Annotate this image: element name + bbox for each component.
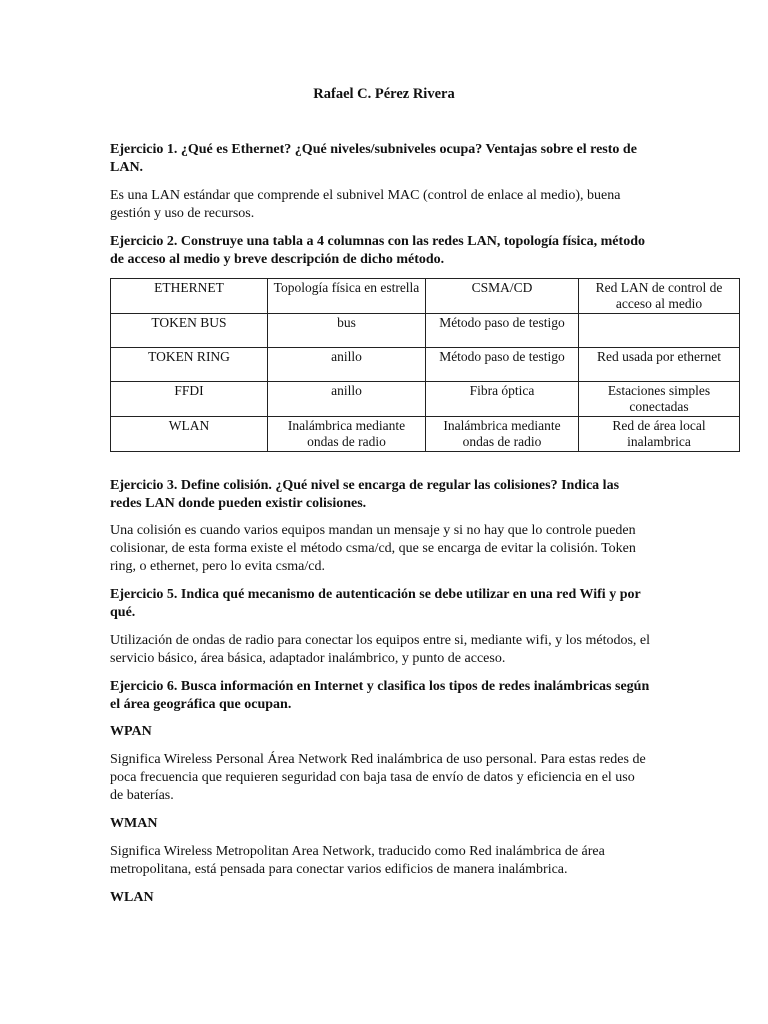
wpan-heading: WPAN [110,724,152,739]
table-cell: bus [268,314,426,348]
exercise-3-answer: Una colisión es cuando varios equipos mandan un mensaje y si no hay que lo controle pueden colisionar, de esta forma existe el método csma/cd, que se encarga de evitar la colisión. Token ring, o ethernet, pero lo evita csma/cd. [110,523,636,574]
table-cell: CSMA/CD [426,279,579,314]
author-name: Rafael C. Pérez Rivera [313,86,455,102]
table-row [111,382,740,417]
table-cell: Red de área local inalambrica [579,417,740,452]
table-cell: Fibra óptica [426,382,579,417]
table-cell: FFDI [111,382,268,417]
lan-networks-table [110,278,740,452]
table-row [111,348,740,382]
exercise-1-answer: Es una LAN estándar que comprende el subnivel MAC (control de enlace al medio), buena gestión y uso de recursos. [110,188,621,221]
table-cell: anillo [268,348,426,382]
table-cell: TOKEN RING [111,348,268,382]
table-cell: TOKEN BUS [111,314,268,348]
table-row [111,314,740,348]
table-cell: Método paso de testigo [426,348,579,382]
wlan-heading: WLAN [110,890,154,905]
table-cell: Estaciones simples conectadas [579,382,740,417]
table-cell: Topología física en estrella [268,279,426,314]
exercise-6-heading: Ejercicio 6. Busca información en Internet y clasifica los tipos de redes inalámbricas según el área geográfica que ocupan. [110,679,650,712]
table-row [111,279,740,314]
table-cell: Red LAN de control de acceso al medio [579,279,740,314]
table-cell: ETHERNET [111,279,268,314]
wman-description: Significa Wireless Metropolitan Area Network, traducido como Red inalámbrica de área metropolitana, está pensada para conectar varios edificios de manera inalámbrica. [110,844,605,877]
exercise-3-heading: Ejercicio 3. Define colisión. ¿Qué nivel se encarga de regular las colisiones? Indica las redes LAN donde pueden existir colisiones. [110,478,620,511]
table-cell: Método paso de testigo [426,314,579,348]
exercise-2-heading: Ejercicio 2. Construye una tabla a 4 columnas con las redes LAN, topología física, método de acceso al medio y breve descripción de dicho método. [110,234,645,267]
table-cell: anillo [268,382,426,417]
table-row [111,417,740,452]
table-cell: Inalámbrica mediante ondas de radio [426,417,579,452]
table-cell: Inalámbrica mediante ondas de radio [268,417,426,452]
exercise-5-answer: Utilización de ondas de radio para conectar los equipos entre si, mediante wifi, y los métodos, el servicio básico, área básica, adaptador inalámbrico, y punto de acceso. [110,633,651,666]
table-cell [579,314,740,348]
wpan-description: Significa Wireless Personal Área Network Red inalámbrica de uso personal. Para estas redes de poca frecuencia que requieren seguridad con baja tasa de envío de datos y eficiencia en el uso de baterías. [110,752,646,803]
table-cell: Red usada por ethernet [579,348,740,382]
wman-heading: WMAN [110,816,158,831]
exercise-1-heading: Ejercicio 1. ¿Qué es Ethernet? ¿Qué niveles/subniveles ocupa? Ventajas sobre el resto de LAN. [110,142,637,175]
table-cell: WLAN [111,417,268,452]
exercise-5-heading: Ejercicio 5. Indica qué mecanismo de autenticación se debe utilizar en una red Wifi y por qué. [110,587,641,620]
